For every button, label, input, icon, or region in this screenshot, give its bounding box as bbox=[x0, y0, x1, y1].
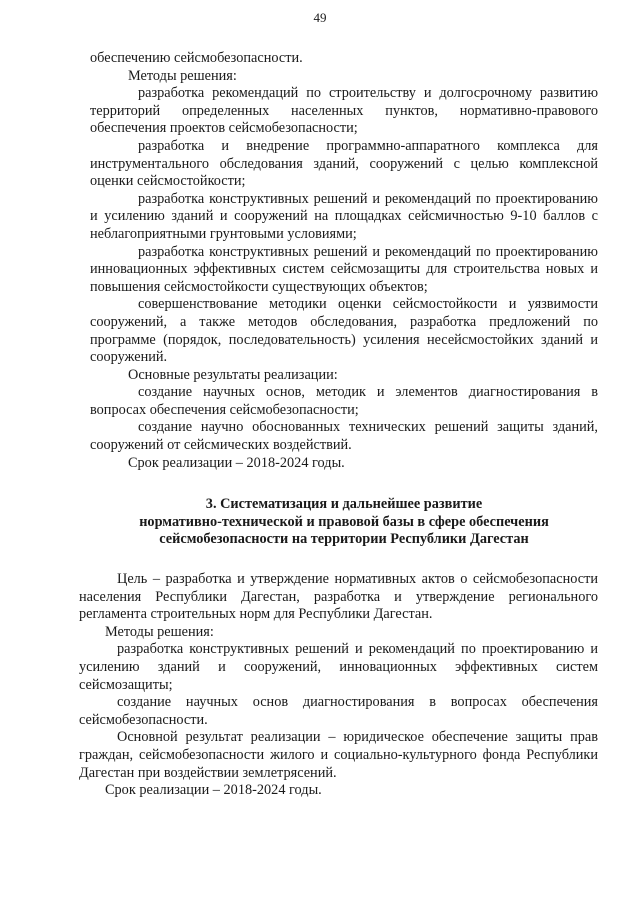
method-item: создание научных основ диагностирования в вопросах обеспечения сейсмобезопасности. bbox=[79, 694, 598, 728]
goal-paragraph: Цель – разработка и утверждение нормативных актов о сейсмобезопасности населения Республики Дагестан, разработка и утверждение регионального регламента строительных норм для Республики Дагестан. bbox=[79, 571, 598, 623]
method-item: разработка конструктивных решений и рекомендаций по проектированию и усилению зданий и сооружений, инновационных эффективных систем сейсмозащиты; bbox=[79, 641, 598, 693]
page-content bbox=[79, 50, 598, 800]
result-paragraph: Основной результат реализации – юридическое обеспечение защиты прав граждан, сейсмобезопасности жилого и социально-культурного фонда Республики Дагестан при воздействии землетрясений. bbox=[79, 729, 598, 781]
section-3-body bbox=[79, 571, 598, 800]
term-text: Срок реализации – 2018-2024 годы. bbox=[105, 782, 322, 799]
section-heading-line: сейсмобезопасности на территории Республики Дагестан bbox=[159, 531, 529, 548]
paragraph-continuation: обеспечению сейсмобезопасности. bbox=[90, 50, 303, 66]
methods-label: Методы решения: bbox=[105, 623, 214, 640]
results-label: Основные результаты реализации: bbox=[128, 366, 338, 383]
method-item: разработка конструктивных решений и рекомендаций по проектированию и усилению зданий и сооружений на площадках сейсмичностью 9-10 баллов с неблагоприятными грунтовыми условиями; bbox=[90, 190, 598, 242]
term-text: Срок реализации – 2018-2024 годы. bbox=[128, 454, 345, 471]
method-item: совершенствование методики оценки сейсмостойкости и уязвимости сооружений, а также методов обследования, разработка предложений по программе (порядок, последовательность) усиления несейсмостойких зданий и сооружений. bbox=[90, 296, 598, 366]
method-item: разработка и внедрение программно-аппаратного комплекса для инструментального обследования зданий, сооружений с целью комплексной оценки сейсмостойкости; bbox=[90, 137, 598, 190]
method-item: разработка конструктивных решений и рекомендаций по проектированию инновационных эффективных систем сейсмозащиты для строительства новых и повышения сейсмостойкости существующих объектов; bbox=[90, 243, 598, 295]
method-item: разработка рекомендаций по строительству и долгосрочному развитию территорий определенных населенных пунктов, нормативно-правового обеспечения проектов сейсмобезопасности; bbox=[90, 85, 598, 137]
result-item: создание научных основ, методик и элементов диагностирования в вопросах обеспечения сейсмобезопасности; bbox=[90, 384, 598, 418]
section-heading-line: 3. Систематизация и дальнейшее развитие bbox=[205, 496, 483, 513]
methods-label: Методы решения: bbox=[128, 67, 237, 84]
section-heading-line: нормативно-технической и правовой базы в сфере обеспечения bbox=[139, 513, 549, 530]
page-number: 49 bbox=[313, 10, 327, 25]
result-item: создание научно обоснованных технических решений защиты зданий, сооружений от сейсмических воздействий. bbox=[90, 419, 598, 454]
section-heading bbox=[90, 496, 598, 549]
